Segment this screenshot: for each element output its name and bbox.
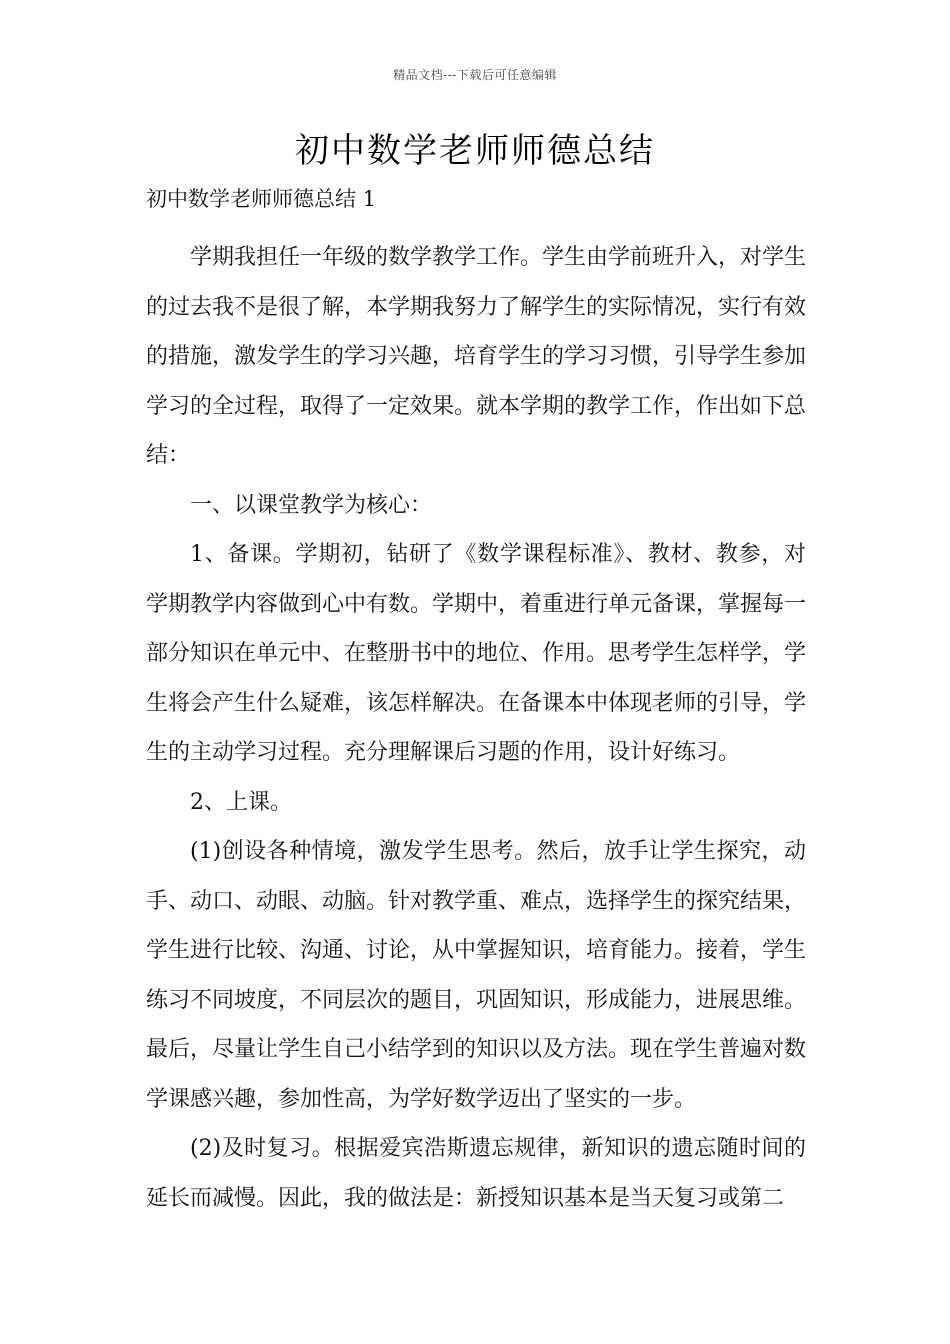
paragraph-class-heading: 2、上课。 bbox=[190, 789, 292, 815]
paragraph-intro: 学期我担任一年级的数学教学工作。学生由学前班升入，对学生的过去我不是很了解，本学期我努力了解学生的实际情况，实行有效的措施，激发学生的学习兴趣，培育学生的学习习惯，引导学生参加学习的全过程，取得了一定效果。就本学期的教学工作，作出如下总结： bbox=[146, 245, 807, 468]
document-title: 初中数学老师师德总结 bbox=[295, 131, 655, 171]
document-subtitle: 初中数学老师师德总结 1 bbox=[146, 187, 377, 211]
document-body bbox=[146, 233, 806, 1223]
paragraph-lesson-prep: 1、备课。学期初，钻研了《数学课程标准》、教材、教参，对学期教学内容做到心中有数。学期中，着重进行单元备课，掌握每一部分知识在单元中、在整册书中的地位、作用。思考学生怎样学，学生将会产生什么疑难，该怎样解决。在备课本中体现老师的引导，学生的主动学习过程。充分理解课后习题的作用，设计好练习。 bbox=[146, 542, 807, 765]
paragraph-section-heading: 一、以课堂教学为核心： bbox=[190, 492, 433, 518]
header-note: 精品文档---下载后可任意编辑 bbox=[393, 68, 557, 82]
paragraph-review: (2)及时复习。根据爱宾浩斯遗忘规律，新知识的遗忘随时间的延长而减慢。因此，我的做法是：新授知识基本是当天复习或第二 bbox=[146, 1136, 806, 1211]
paragraph-class-situations: (1)创设各种情境，激发学生思考。然后，放手让学生探究，动手、动口、动眼、动脑。针对教学重、难点，选择学生的探究结果，学生进行比较、沟通、讨论，从中掌握知识，培育能力。接着，学生练习不同坡度，不同层次的题目，巩固知识，形成能力，进展思维。最后，尽量让学生自己小结学到的知识以及方法。现在学生普遍对数学课感兴趣，参加性高，为学好数学迈出了坚实的一步。 bbox=[146, 839, 807, 1112]
